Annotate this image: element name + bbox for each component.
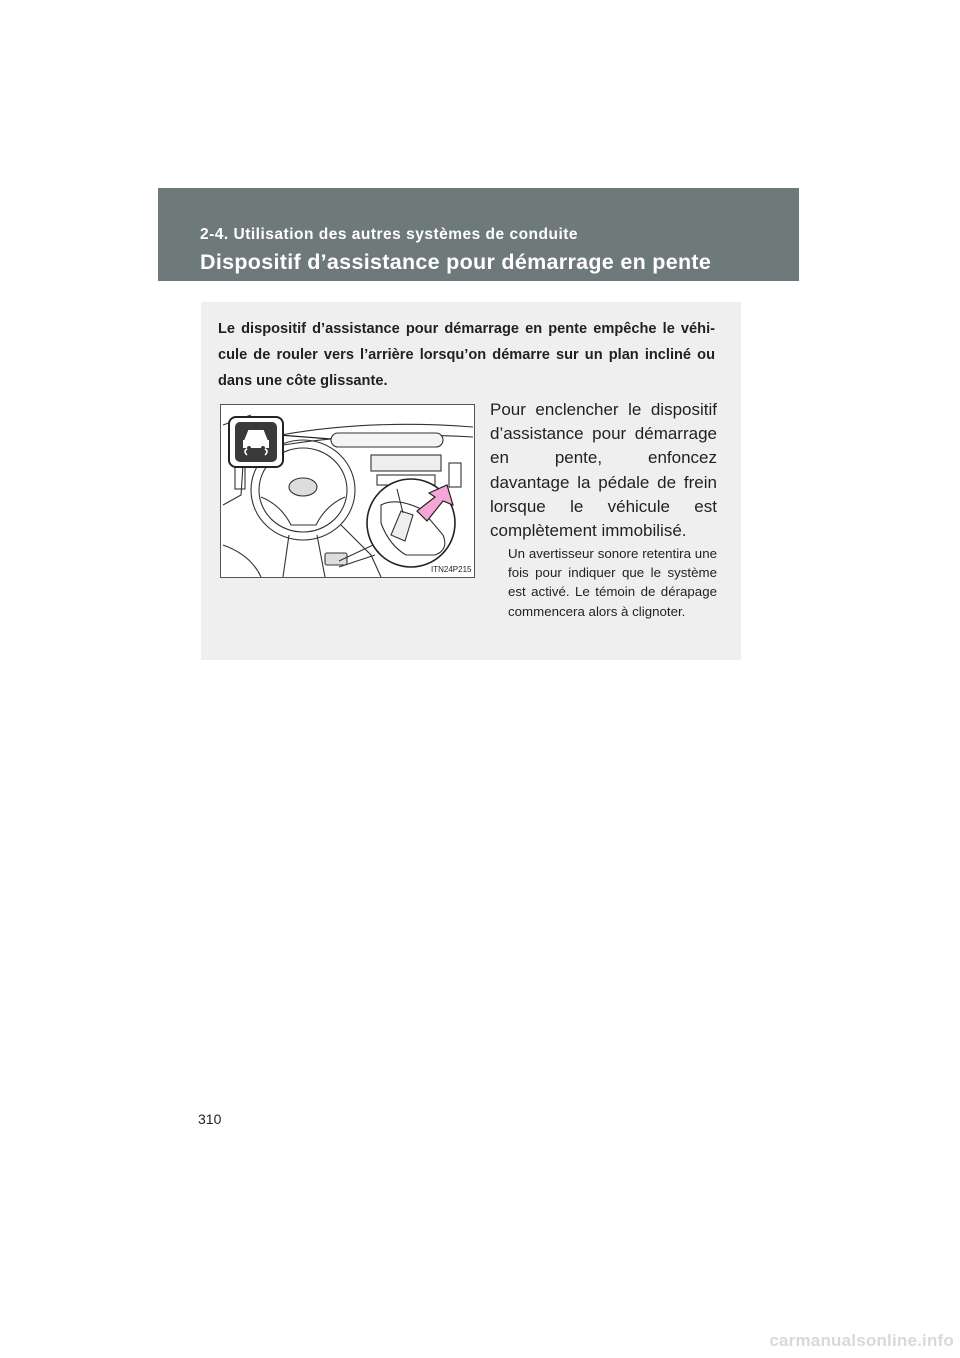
figure-code: ITN24P215 xyxy=(431,565,472,574)
instruction-text: Pour enclencher le dispositif d’assistance pour démarrage en pente, enfoncez davantage la pédale de frein lorsque le véhicule est complètement immobilisé. xyxy=(490,400,717,541)
page-title: Dispositif d’assistance pour démarrage en pente xyxy=(200,250,712,274)
note-text: Un avertisseur sonore retentira une fois pour indiquer que le système est activé. Le témoin de dérapage commencera alors à clignoter. xyxy=(508,546,717,619)
intro-text: Le dispositif d’assistance pour démarrage en pente empêche le véhi-cule de rouler vers l’arrière lorsqu’on démarre sur un plan incliné ou dans une côte glissante. xyxy=(218,321,715,389)
page-number: 310 xyxy=(198,1111,222,1127)
watermark: carmanualsonline.info xyxy=(769,1331,954,1350)
section-label: 2-4. Utilisation des autres systèmes de conduite xyxy=(200,226,579,243)
dashboard-illustration xyxy=(220,404,475,578)
